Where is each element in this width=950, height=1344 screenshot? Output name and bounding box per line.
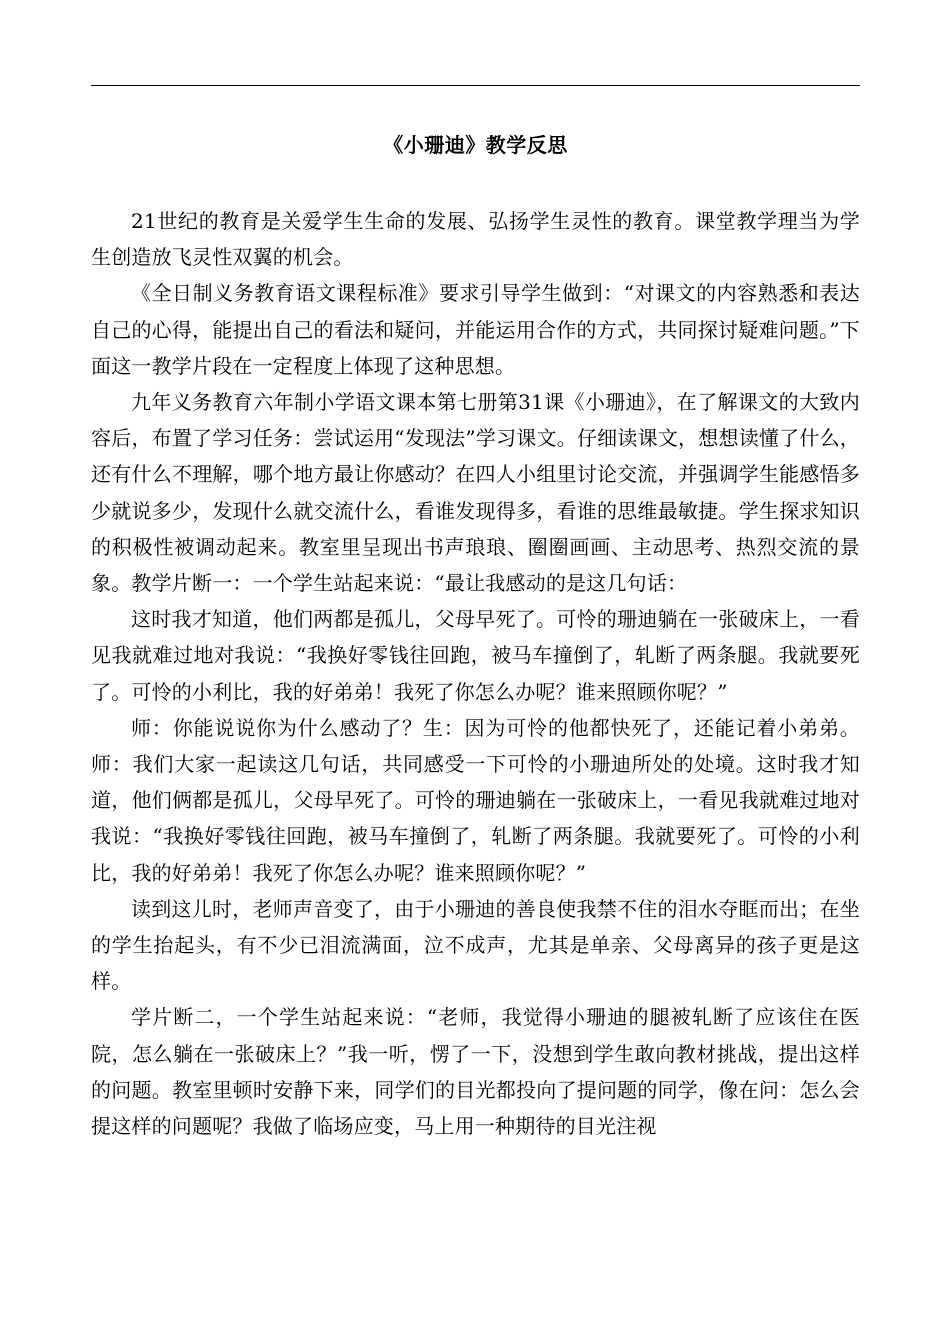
paragraph-lesson-setup: 九年义务教育六年制小学语文课本第七册第31课《小珊迪》，在了解课文的大致内容后，布置了学习任务：尝试运用“发现法”学习课文。仔细读课文，想想读懂了什么，还有什么不理解，哪个地方最让你感动？在四人小组里讨论交流，并强调学生能感悟多少就说多少，发现什么就交流什么，看谁发现得多，看谁的思维最敏捷。学生探求知识的积极性被调动起来。教室里呈现出书声琅琅、圈圈画画、主动思考、热烈交流的景象。教学片断一：一个学生站起来说：“最让我感动的是这几句话： — [91, 390, 860, 596]
paragraph-segment-two: 学片断二，一个学生站起来说：“老师，我觉得小珊迪的腿被轧断了应该住在医院，怎么躺在一张破床上？”我一听，愣了一下，没想到学生敢向教材挑战，提出这样的问题。教室里顿时安静下来，同学们的目光都投向了提问题的同学，像在问：怎么会提这样的问题呢？我做了临场应变，马上用一种期待的目光注视 — [91, 1005, 860, 1139]
paragraph-teacher-dialogue: 师：你能说说你为什么感动了？生：因为可怜的他都快死了，还能记着小弟弟。师：我们大家一起读这几句话，共同感受一下可怜的小珊迪所处的处境。这时我才知道，他们俩都是孤儿，父母早死了。可怜的珊迪躺在一张破床上，一看见我就难过地对我说：“我换好零钱往回跑，被马车撞倒了，轧断了两条腿。我就要死了。可怜的小利比，我的好弟弟！我死了你怎么办呢？谁来照顾你呢？” — [91, 715, 860, 885]
header-rule — [91, 85, 860, 86]
document-title: 《小珊迪》教学反思 — [383, 133, 568, 157]
document-body — [91, 203, 860, 1144]
paragraph-quoted-text: 这时我才知道，他们两都是孤儿，父母早死了。可怜的珊迪躺在一张破床上，一看见我就难过地对我说：“我换好零钱往回跑，被马车撞倒了，轧断了两条腿。我就要死了。可怜的小利比，我的好弟弟！我死了你怎么办呢？谁来照顾你呢？” — [91, 607, 860, 704]
paragraph-intro: 21世纪的教育是关爱学生生命的发展、弘扬学生灵性的教育。课堂教学理当为学生创造放飞灵性双翼的机会。 — [91, 209, 860, 270]
paragraph-reading-reaction: 读到这儿时，老师声音变了，由于小珊迪的善良使我禁不住的泪水夺眶而出；在坐的学生抬起头，有不少已泪流满面，泣不成声，尤其是单亲、父母离异的孩子更是这样。 — [91, 896, 860, 994]
paragraph-curriculum-standard: 《全日制义务教育语文课程标准》要求引导学生做到：“对课文的内容熟悉和表达自己的心得，能提出自己的看法和疑问，并能运用合作的方式，共同探讨疑难问题。”下面这一教学片段在一定程度上体现了这种思想。 — [91, 281, 860, 378]
